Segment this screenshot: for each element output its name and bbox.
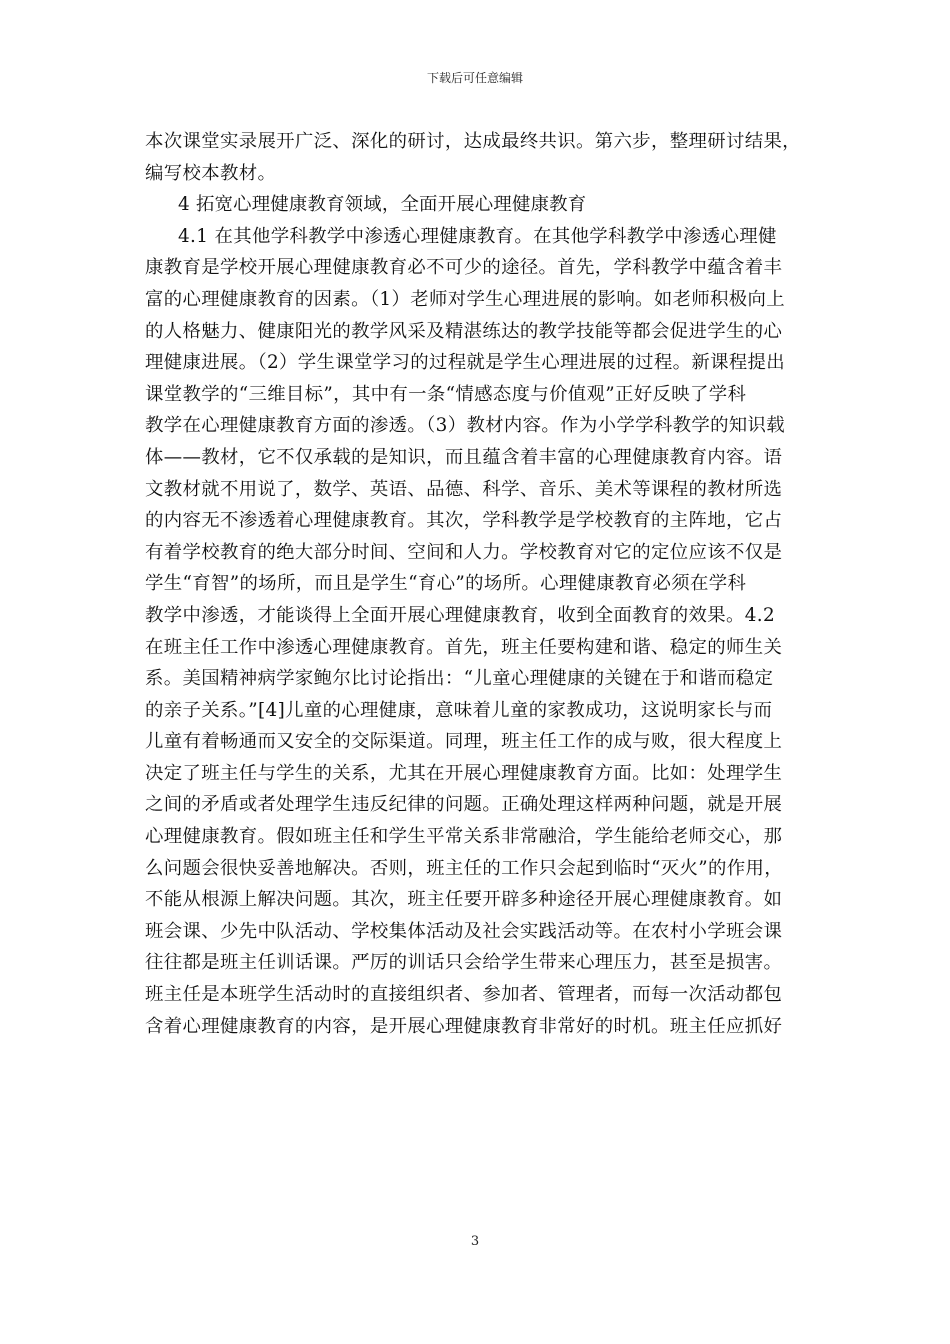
text-line: 系。美国精神病学家鲍尔比讨论指出：“儿童心理健康的关键在于和谐而稳定 [145,668,774,690]
text-line: 有着学校教育的绝大部分时间、空间和人力。学校教育对它的定位应该不仅是 [145,541,783,563]
section-heading: 4 拓宽心理健康教育领域，全面开展心理健康教育 [178,194,587,216]
text-line: 体——教材，它不仅承载的是知识，而且蕴含着丰富的心理健康教育内容。语 [145,446,783,468]
text-line: 儿童有着畅通而又安全的交际渠道。同理，班主任工作的成与败，很大程度上 [145,731,783,753]
text-line: 的亲子关系。”[4]儿童的心理健康，意味着儿童的家教成功，这说明家长与而 [145,699,773,721]
page-number: 3 [470,1234,480,1249]
text-line: 文教材就不用说了，数学、英语、品德、科学、音乐、美术等课程的教材所选 [145,478,783,500]
text-line: 康教育是学校开展心理健康教育必不可少的途径。首先，学科教学中蕴含着丰 [145,257,783,279]
body-text [145,126,825,1042]
text-line: 不能从根源上解决问题。其次，班主任要开辟多种途径开展心理健康教育。如 [145,889,783,911]
text-line: 理健康进展。（2）学生课堂学习的过程就是学生心理进展的过程。新课程提出 [145,352,786,374]
text-line: 么问题会很快妥善地解决。否则，班主任的工作只会起到临时“灭火”的作用， [145,857,783,879]
text-line: 编写校本教材。 [145,162,277,184]
text-line: 班主任是本班学生活动时的直接组织者、参加者、管理者，而每一次活动都包 [145,984,783,1006]
text-line: 课堂教学的“三维目标”，其中有一条“情感态度与价值观”正好反映了学科 [145,383,747,405]
text-line: 教学在心理健康教育方面的渗透。（3）教材内容。作为小学学科教学的知识载 [145,415,786,437]
text-line: 学生“育智”的场所，而且是学生“育心”的场所。心理健康教育必须在学科 [145,573,747,595]
text-line: 在班主任工作中渗透心理健康教育。首先，班主任要构建和谐、稳定的师生关 [145,636,783,658]
text-line: 含着心理健康教育的内容，是开展心理健康教育非常好的时机。班主任应抓好 [145,1015,783,1037]
subsection-first-line: 4.1 在其他学科教学中渗透心理健康教育。在其他学科教学中渗透心理健 [178,225,777,247]
text-line: 心理健康教育。假如班主任和学生平常关系非常融洽，学生能给老师交心，那 [145,826,783,848]
text-line: 富的心理健康教育的因素。（1）老师对学生心理进展的影响。如老师积极向上 [145,288,786,310]
text-line: 的内容无不渗透着心理健康教育。其次，学科教学是学校教育的主阵地，它占 [145,510,783,532]
text-line: 之间的矛盾或者处理学生违反纪律的问题。正确处理这样两种问题，就是开展 [145,794,783,816]
text-line: 往往都是班主任训话课。严厉的训话只会给学生带来心理压力，甚至是损害。 [145,952,783,974]
text-line: 班会课、少先中队活动、学校集体活动及社会实践活动等。在农村小学班会课 [145,920,783,942]
text-line: 教学中渗透，才能谈得上全面开展心理健康教育，收到全面教育的效果。4.2 [145,604,775,626]
text-line: 本次课堂实录展开广泛、深化的研讨，达成最终共识。第六步，整理研讨结果， [145,131,801,152]
text-line: 决定了班主任与学生的关系，尤其在开展心理健康教育方面。比如：处理学生 [145,762,783,784]
page-header: 下载后可任意编辑 [426,71,523,85]
text-line: 的人格魅力、健康阳光的教学风采及精湛练达的教学技能等都会促进学生的心 [145,320,783,342]
